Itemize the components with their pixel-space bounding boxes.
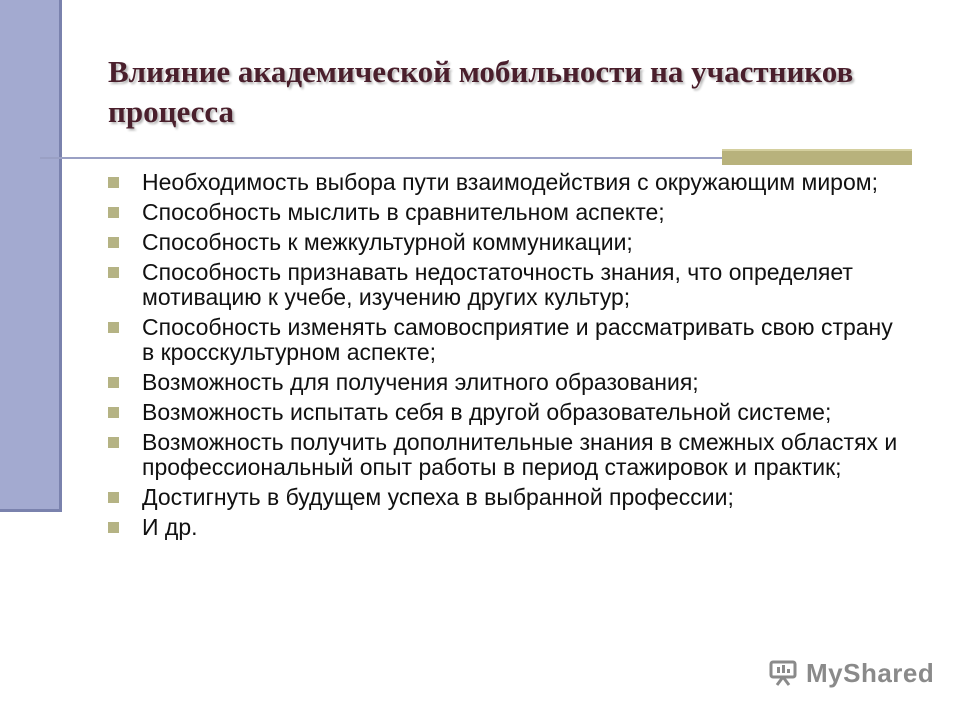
title-accent-block (722, 149, 912, 165)
square-bullet-icon (108, 377, 119, 388)
left-decor-bar (0, 0, 62, 512)
bullet-text: Необходимость выбора пути взаимодействия с окружающим миром; (142, 169, 878, 195)
list-item (106, 230, 906, 255)
bullet-text: Способность мыслить в сравнительном аспекте; (142, 199, 665, 225)
list-item (106, 200, 906, 225)
square-bullet-icon (108, 322, 119, 333)
bullet-text: Достигнуть в будущем успеха в выбранной профессии; (142, 484, 734, 510)
watermark-text: MyShared (806, 657, 935, 688)
bullet-text: Способность признавать недостаточность знания, что определяет мотивацию к учебе, изучению других культур; (142, 259, 853, 310)
bullet-text: Возможность получить дополнительные знания в смежных областях и профессиональный опыт работы в период стажировок и практик; (142, 429, 898, 480)
square-bullet-icon (108, 237, 119, 248)
list-item (106, 170, 906, 195)
square-bullet-icon (108, 207, 119, 218)
bullet-text: И др. (142, 514, 198, 540)
square-bullet-icon (108, 177, 119, 188)
square-bullet-icon (108, 492, 119, 503)
presentation-board-icon (768, 660, 798, 686)
list-item (106, 315, 906, 365)
list-item (106, 260, 906, 310)
square-bullet-icon (108, 437, 119, 448)
square-bullet-icon (108, 522, 119, 533)
list-item (106, 485, 906, 510)
myshared-watermark (768, 656, 934, 690)
list-item (106, 515, 906, 540)
slide-title: Влияние академической мобильности на участников процесса (108, 54, 854, 129)
list-item (106, 370, 906, 395)
list-item (106, 430, 906, 480)
bullet-list (106, 170, 906, 545)
bullet-text: Возможность для получения элитного образования; (142, 369, 699, 395)
bullet-text: Способность к межкультурной коммуникации; (142, 229, 633, 255)
square-bullet-icon (108, 267, 119, 278)
square-bullet-icon (108, 407, 119, 418)
bullet-text: Способность изменять самовосприятие и рассматривать свою страну в кросскультурном аспекте; (142, 314, 893, 365)
bullet-text: Возможность испытать себя в другой образовательной системе; (142, 399, 832, 425)
list-item (106, 400, 906, 425)
